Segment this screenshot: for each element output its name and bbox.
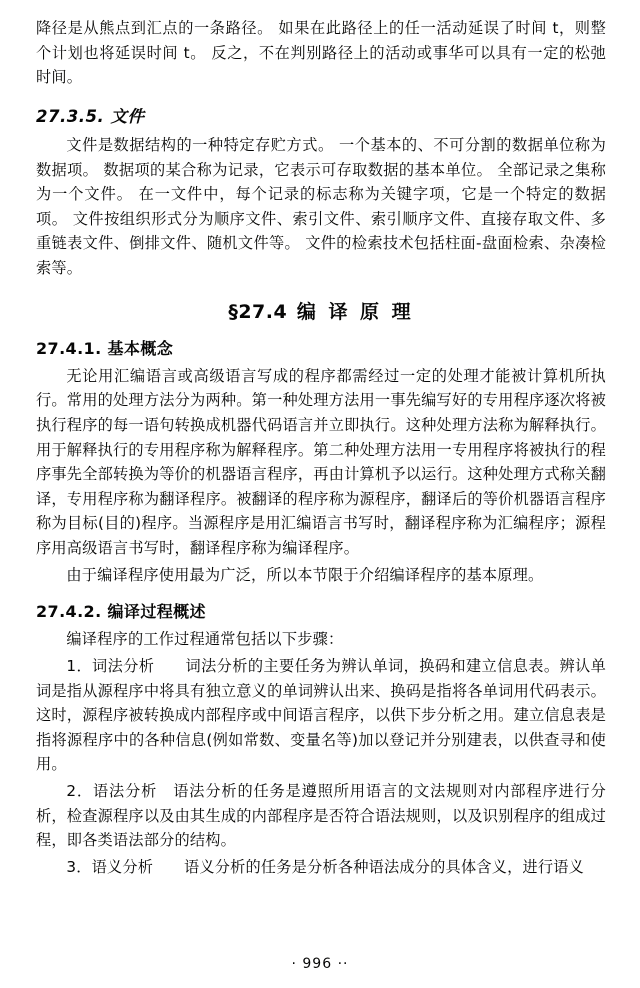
- top-paragraph-block: [36, 16, 606, 90]
- subsection-27-4-2-item-1: 1．词法分析 词法分析的主要任务为辨认单词，换码和建立信息表。辨认单词是指从源程序中将具有独立意义的单词辨认出来、换码是指将各单词用代码表示。 这时，源程序被转换成内部程序或中间语言程序，以供下步分析之用。建立信息表是指将源程序中的各种信息(例如常数、变量名等)加以登记并分别建表，以供查寻和使用。: [36, 656, 606, 774]
- subsection-27-4-2-item-3: 3．语义分析 语义分析的任务是分析各种语法成分的具体含义，进行语义: [66, 857, 585, 876]
- page-number: · 996 ··: [291, 956, 349, 972]
- top-paragraph: 降径是从熊点到汇点的一条路径。 如果在此路径上的任一活动延误了时间 t，则整个计划也将延误时间 t。 反之，不在判别路径上的活动或事华可以具有一定的松弛时间。: [36, 19, 606, 87]
- subsection-27-4-1-paragraph-1: 无论用汇编语言或高级语言写成的程序都需经过一定的处理才能被计算机所执行。常用的处理方法分为两种。第一种处理方法用一事先编写好的专用程序逐次将被执行程序的每一语句转换成机器代码语言并立即执行。这种处理方法称为解释执行。用于解释执行的专用程序称为解释程序。第二种处理方法用一专用程序将被执行的程序事先全部转换为等价的机器语言程序，再由计算机予以运行。这种处理方式称关翻译，专用程序称为翻译程序。被翻译的程序称为源程序，翻译后的等价机器语言程序称为目标(目的)程序。当源程序是用汇编语言书写时，翻译程序称为汇编程序；源程序用高级语言书写时，翻译程序称为编译程序。: [36, 366, 606, 557]
- subsection-27-4-2-item-2: 2．语法分析 语法分析的任务是遵照所用语言的文法规则对内部程序进行分析，检查源程序以及由其生成的内部程序是否符合语法规则，以及识别程序的组成过程，即各类语法部分的结构。: [36, 782, 606, 850]
- section-heading-27-3-5: 27.3.5. 文件: [36, 106, 145, 126]
- chapter-heading: [36, 297, 606, 324]
- section-27-3-5-paragraph-1: 文件是数据结构的一种特定存贮方式。 一个基本的、不可分割的数据单位称为数据项。 数据项的某合称为记录，它表示可存取数据的基本单位。 全部记录之集称为一个文件。 在一文件中，每个记录的标志称为关键字项，它是一个特定的数据项。 文件按组织形式分为顺序文件、索引文件、索引顺序文件、直接存取文件、多重链表文件、倒排文件、随机文件等。 文件的检索技术包括柱面-盘面检索、杂凑检索等。: [36, 135, 606, 277]
- subsection-heading-27-4-1: 27.4.1. 基本概念: [36, 338, 174, 358]
- subsection-heading-27-4-2: 27.4.2. 编译过程概述: [36, 602, 206, 622]
- subsection-27-4-2-paragraph-1: 编译程序的工作过程通常包括以下步骤：: [66, 630, 344, 649]
- chapter-title: 编 译 原 理: [296, 300, 414, 323]
- subsection-27-4-1-paragraph-2: 由于编译程序使用最为广泛，所以本节限于介绍编译程序的基本原理。: [66, 565, 544, 584]
- chapter-number: §27.4: [228, 300, 288, 323]
